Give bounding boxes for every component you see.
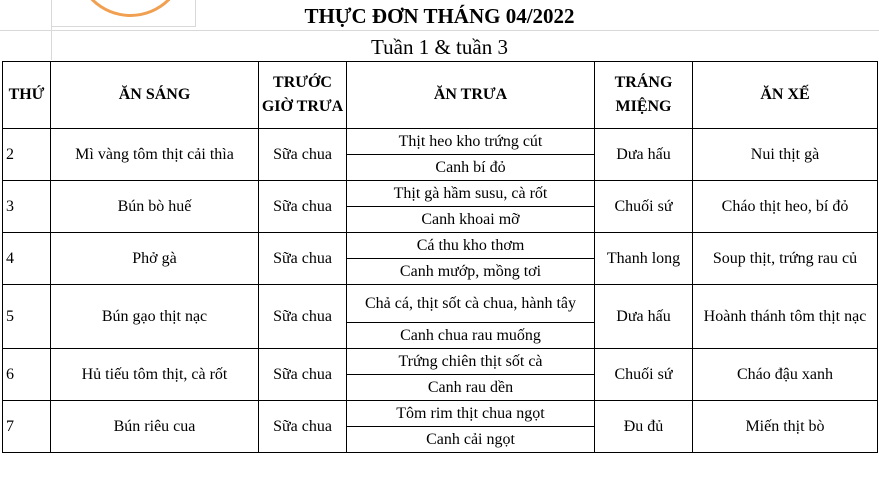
lunch-soup-cell: Canh cải ngọt xyxy=(347,427,595,453)
day-cell: 5 xyxy=(3,285,51,349)
table-row xyxy=(3,285,878,323)
lunch-main-cell: Chả cá, thịt sốt cà chua, hành tây xyxy=(347,285,595,323)
breakfast-cell: Hủ tiếu tôm thịt, cà rốt xyxy=(51,349,259,401)
header-row xyxy=(3,62,878,129)
dessert-cell: Chuối sứ xyxy=(595,181,693,233)
breakfast-cell: Phở gà xyxy=(51,233,259,285)
before-lunch-cell: Sữa chua xyxy=(259,349,347,401)
dessert-cell: Thanh long xyxy=(595,233,693,285)
lunch-main-cell: Thịt gà hầm susu, cà rốt xyxy=(347,181,595,207)
lunch-main-cell: Thịt heo kho trứng cút xyxy=(347,129,595,155)
menu-table xyxy=(2,61,878,453)
table-row xyxy=(3,233,878,259)
header-lunch: ĂN TRƯA xyxy=(347,62,595,129)
breakfast-cell: Bún gạo thịt nạc xyxy=(51,285,259,349)
before-lunch-cell: Sữa chua xyxy=(259,129,347,181)
day-cell: 4 xyxy=(3,233,51,285)
breakfast-cell: Mì vàng tôm thịt cải thìa xyxy=(51,129,259,181)
dessert-cell: Đu đủ xyxy=(595,401,693,453)
table-row xyxy=(3,129,878,155)
day-cell: 7 xyxy=(3,401,51,453)
breakfast-cell: Bún bò huế xyxy=(51,181,259,233)
day-cell: 3 xyxy=(3,181,51,233)
day-cell: 2 xyxy=(3,129,51,181)
header-before-lunch: TRƯỚC GIỜ TRƯA xyxy=(259,62,347,129)
lunch-soup-cell: Canh rau dền xyxy=(347,375,595,401)
lunch-soup-cell: Canh khoai mỡ xyxy=(347,207,595,233)
table-row xyxy=(3,181,878,207)
table-row xyxy=(3,401,878,427)
before-lunch-cell: Sữa chua xyxy=(259,285,347,349)
header-breakfast: ĂN SÁNG xyxy=(51,62,259,129)
snack-cell: Nui thịt gà xyxy=(693,129,878,181)
snack-cell: Cháo đậu xanh xyxy=(693,349,878,401)
before-lunch-cell: Sữa chua xyxy=(259,181,347,233)
table-row xyxy=(3,349,878,375)
snack-cell: Cháo thịt heo, bí đỏ xyxy=(693,181,878,233)
snack-cell: Miến thịt bò xyxy=(693,401,878,453)
lunch-soup-cell: Canh mướp, mồng tơi xyxy=(347,259,595,285)
before-lunch-cell: Sữa chua xyxy=(259,233,347,285)
breakfast-cell: Bún riêu cua xyxy=(51,401,259,453)
header-day: THỨ xyxy=(3,62,51,129)
lunch-soup-cell: Canh chua rau muống xyxy=(347,323,595,349)
lunch-main-cell: Tôm rim thịt chua ngọt xyxy=(347,401,595,427)
before-lunch-cell: Sữa chua xyxy=(259,401,347,453)
header-snack: ĂN XẾ xyxy=(693,62,878,129)
header-dessert: TRÁNG MIỆNG xyxy=(595,62,693,129)
snack-cell: Soup thịt, trứng rau củ xyxy=(693,233,878,285)
lunch-main-cell: Trứng chiên thịt sốt cà xyxy=(347,349,595,375)
menu-subtitle: Tuần 1 & tuần 3 xyxy=(371,35,508,59)
day-cell: 6 xyxy=(3,349,51,401)
lunch-main-cell: Cá thu kho thơm xyxy=(347,233,595,259)
dessert-cell: Dưa hấu xyxy=(595,129,693,181)
sheet-gridline xyxy=(0,30,879,31)
dessert-cell: Chuối sứ xyxy=(595,349,693,401)
menu-title: THỰC ĐƠN THÁNG 04/2022 xyxy=(304,4,575,28)
dessert-cell: Dưa hấu xyxy=(595,285,693,349)
lunch-soup-cell: Canh bí đỏ xyxy=(347,155,595,181)
snack-cell: Hoành thánh tôm thịt nạc xyxy=(693,285,878,349)
